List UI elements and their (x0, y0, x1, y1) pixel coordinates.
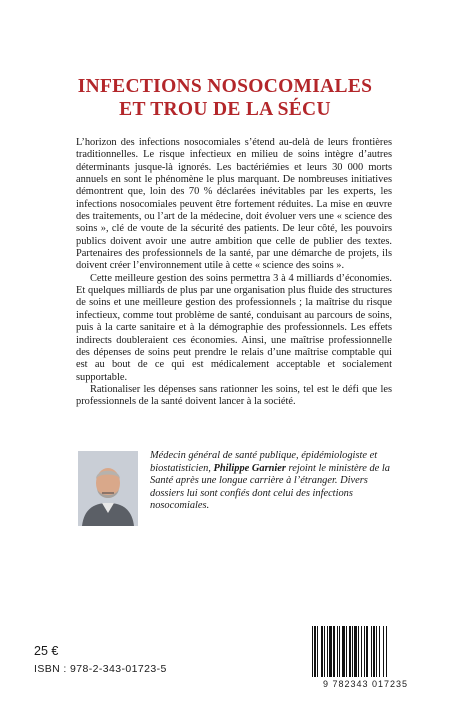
barcode-icon (311, 626, 420, 677)
bio-text-end: rejoint le ministère de la Santé après une longue carrière à l’étranger. Divers dossiers lui sont confiés dont celui des infections nosocomiales. (150, 462, 390, 512)
book-title-line-2: ET TROU DE LA SÉCU (119, 99, 331, 120)
price: 25 € (34, 644, 59, 658)
author-name: Philippe Garnier (213, 462, 286, 474)
paragraph-1: L’horizon des infections nosocomiales s’étend au-delà de leurs frontières traditionnelles. Le risque infectieux en milieu de soins intègre d’autres déterminants jusque-là ignorés. Les bactériémies et leurs 30 000 morts annuels en sont le phénomène le plus marquant. De nombreuses initiatives démontrent que, loin des 70 % déclarées inévitables par les experts, les infections nosocomiales peuvent être fortement réduites. La mise en œuvre des traitements, ou l’art de la médecine, doit évoluer vers une « science des soins », clé de voute de la sécurité des patients. De leur côté, les pouvoirs publics doivent avoir une autre ambition que celle de publier des textes. Partenaires des professionnels de la santé, par une démarche de projets, ils doivent créer l’environnement utile à cette « science des soins ». (76, 137, 392, 272)
isbn: ISBN : 978-2-343-01723-5 (34, 663, 167, 675)
paragraph-3: Rationaliser les dépenses sans rationner les soins, tel est le défi que les professionnels de la santé doivent lancer à la société. (76, 383, 392, 408)
author-bio (150, 450, 392, 513)
back-cover-text (76, 137, 392, 409)
paragraph-2: Cette meilleure gestion des soins permettra 3 à 4 milliards d’économies. Et quelques milliards de plus par une organisation plus fluide des structures de soins et une meilleure gestion des professionnels ; la maîtrise du risque infectieux, comme tout problème de santé, conduisant au parcours de soins, puis à la carte sanitaire et à la démographie des professionnels. Les effets indirects doubleraient ces économies. Ainsi, une maîtrise professionnelle des dépenses de soins peut prendre le relais d’une maîtrise comptable qui est au bout de ce qui est médicalement acceptable et socialement supportable. (76, 272, 392, 383)
barcode-number: 9 782343 017235 (322, 679, 409, 689)
book-title-line-1: INFECTIONS NOSOCOMIALES (77, 76, 373, 97)
bio-text-start: Médecin général de santé publique, épidémiologiste et biostatisticien, (150, 450, 378, 474)
author-photo (78, 451, 138, 526)
